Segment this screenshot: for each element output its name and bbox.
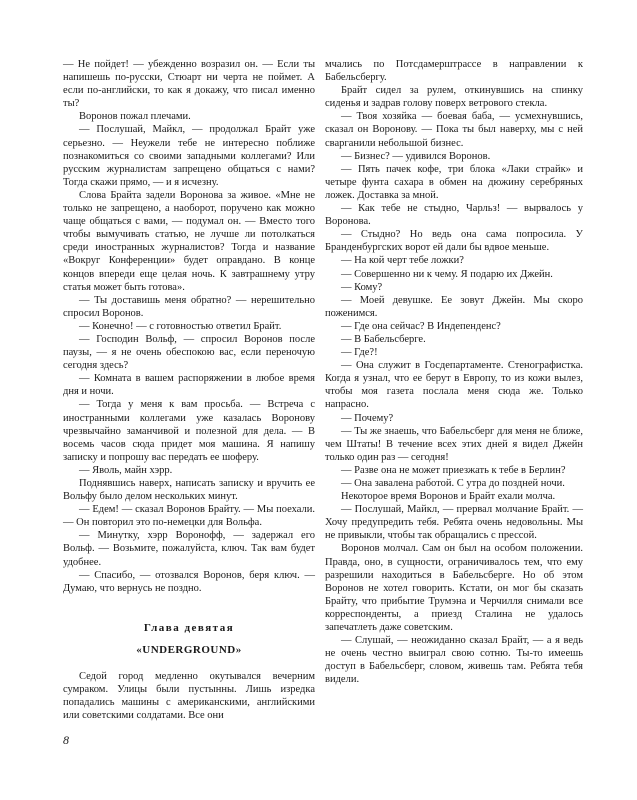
paragraph: — На кой черт тебе ложки?: [341, 255, 464, 267]
paragraph: — Моей девушке. Ее зовут Джейн. Мы скоро поженимся.: [325, 294, 583, 319]
paragraph: — Пять пачек кофе, три блока «Лаки страйк» и четыре фунта сахара в обмен на дюжину серебряных ложек. Доставка за мной.: [325, 163, 583, 201]
page-number: 8: [63, 733, 69, 747]
paragraph: — Бизнес? — удивился Воронов.: [341, 150, 491, 162]
paragraph: — Не пойдет! — убежденно возразил он. — Если ты напишешь по-русски, Стюарт ни черта не поймет. А если по-английски, то как я докажу, что писал именно ты?: [63, 59, 315, 110]
paragraph: — Где она сейчас? В Индепенденс?: [341, 320, 501, 332]
paragraph: мчались по Потсдамерштрассе в направлении к Бабельсбергу.: [325, 59, 583, 84]
paragraph: — Спасибо, — отозвался Воронов, беря ключ. — Думаю, что вернусь не поздно.: [63, 569, 315, 594]
paragraph: — Разве она не может приезжать к тебе в Берлин?: [341, 464, 566, 476]
chapter-number: Глава девятая: [143, 622, 235, 634]
paragraph: — Почему?: [341, 412, 394, 424]
paragraph: — Послушай, Майкл, — прервал молчание Брайт. — Хочу предупредить тебя. Ребята очень недовольны. Мы не привыкли, чтобы так обращались с прессой.: [325, 504, 583, 542]
right-column: [325, 58, 583, 687]
paragraph: — Слушай, — неожиданно сказал Брайт, — а я ведь не очень честно выиграл свою сотню. Ты-то имеешь доступ в Бабельсберг, словом, живешь там. Ребята тебя видели.: [325, 635, 583, 686]
paragraph: — Где?!: [341, 347, 378, 359]
paragraph: — Она завалена работой. С утра до поздней ночи.: [341, 478, 565, 489]
chapter-opening: [63, 670, 315, 722]
paragraph: — Едем! — сказал Воронов Брайту. — Мы поехали. — Он повторил это по-немецки для Вольфа.: [63, 504, 315, 529]
paragraph: Брайт сидел за рулем, откинувшись на спинку сиденья и задрав голову поверх ветрового стекла.: [325, 85, 583, 110]
paragraph: — Конечно! — с готовностью ответил Брайт.: [79, 320, 282, 332]
chapter-title: «UNDERGROUND»: [136, 644, 242, 656]
paragraph: — Как тебе не стыдно, Чарльз! — вырвалось у Воронова.: [325, 203, 583, 228]
paragraph: — Она служит в Госдепартаменте. Стенографистка. Когда я узнал, что ее берут в Европу, то из кожи вылез, чтобы моя газета послала меня сюда же. Только напрасно.: [325, 360, 583, 411]
paragraph: — Минутку, хэрр Воронофф, — задержал его Вольф. — Возьмите, пожалуйста, ключ. Так вам будет удобнее.: [63, 530, 315, 568]
paragraph: Поднявшись наверх, написать записку и вручить ее Вольфу было делом нескольких минут.: [63, 478, 315, 503]
paragraph: Некоторое время Воронов и Брайт ехали молча.: [341, 491, 556, 503]
paragraph: Слова Брайта задели Воронова за живое. «Мне не только не запрещено, а наоборот, поручено как можно чаще общаться с вами, — подумал он. — Вместо того чтобы вымучивать статью, не лучше ли потолкаться среди иностранных журналистов? Тогда и название «Вокруг Конференции» будет оправдано. В конце концов впереди еще целая ночь. К завтрашнему утру статья может быть готова».: [63, 189, 315, 293]
paragraph: — Господин Вольф, — спросил Воронов после паузы, — я не очень обеспокою вас, если переночую сегодня здесь?: [63, 333, 315, 372]
paragraph: — Яволь, майн хэрр.: [79, 464, 173, 476]
paragraph: Воронов молчал. Сам он был на особом положении. Правда, оно, в сущности, ограничивалось тем, что ему разрешили находиться в Бабельсберге. Но об этом Воронов не хотел говорить. Кстати, он мог бы сказать Брайту, что прибытие Трумэна и Черчилля снимали все корреспонденты, а приезд Сталина не удалось запечатлеть даже советским.: [325, 543, 583, 634]
paragraph: — Тогда у меня к вам просьба. — Встреча с иностранными коллегами уже казалась Воронову чрезвычайно заманчивой и полезной для дела. — В восемь часов сюда придет моя машина. Я напишу записку и попрошу вас передать ее шоферу.: [63, 399, 315, 463]
left-column: [63, 58, 315, 595]
paragraph: — Послушай, Майкл, — продолжал Брайт уже серьезно. — Неужели тебе не интересно поближе познакомиться со своими западными коллегами? Или русским журналистам запрещено общаться с нами? Тогда скажи прямо, — и я исчезну.: [63, 124, 315, 188]
paragraph: — Совершенно ни к чему. Я подарю их Джейн.: [341, 268, 553, 280]
paragraph: Воронов пожал плечами.: [79, 111, 191, 123]
paragraph: — Ты доставишь меня обратно? — нерешительно спросил Воронов.: [63, 294, 315, 319]
paragraph: Седой город медленно окутывался вечерним сумраком. Улицы были пустынны. Лишь изредка попадались машины с американскими, английскими или советскими солдатами. Все они: [63, 671, 315, 722]
paragraph: — Кому?: [341, 281, 383, 293]
paragraph: — Твоя хозяйка — боевая баба, — усмехнувшись, сказал он Воронову. — Пока ты был наверху, мы с ней сварганили небольшой бизнес.: [325, 111, 583, 149]
paragraph: — В Бабельсберге.: [341, 333, 426, 345]
paragraph: — Ты же знаешь, что Бабельсберг для меня не ближе, чем Штаты! В течение всех этих дней я видел Джейн только один раз — сегодня!: [325, 425, 583, 463]
paragraph: — Комната в вашем распоряжении в любое время дня и ночи.: [63, 373, 315, 398]
paragraph: — Стыдно? Но ведь она сама попросила. У Бранденбургских ворот ей дали бы вдвое меньше.: [325, 229, 583, 254]
chapter-heading: [63, 622, 315, 656]
